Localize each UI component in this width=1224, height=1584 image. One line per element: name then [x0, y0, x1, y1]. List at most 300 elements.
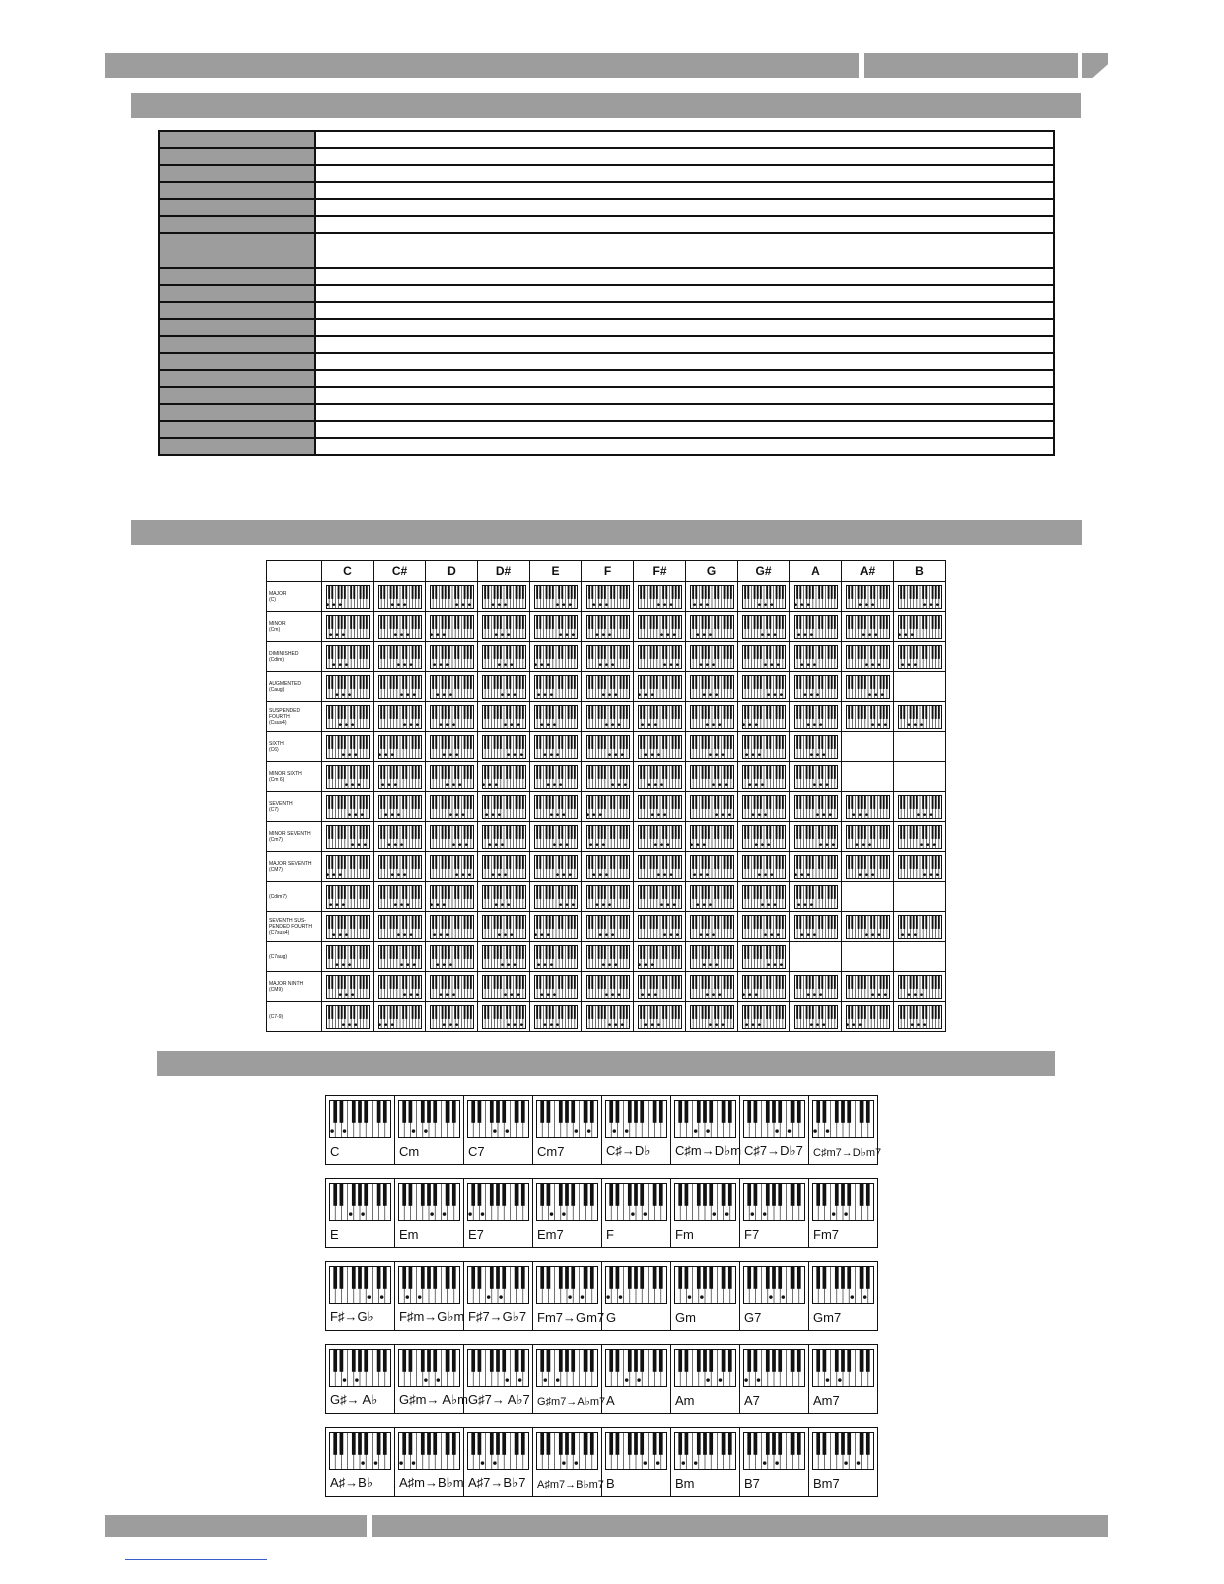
finger-dot	[858, 873, 861, 876]
black-key	[863, 645, 865, 659]
black-key	[395, 645, 397, 659]
black-key	[484, 795, 486, 809]
black-key	[857, 585, 859, 599]
black-key	[756, 705, 758, 719]
black-key	[365, 855, 367, 869]
finger-dot	[546, 723, 549, 726]
black-key	[805, 795, 807, 809]
black-key	[441, 855, 443, 869]
black-key	[649, 1005, 651, 1019]
finger-dot	[907, 663, 910, 666]
chord-cell	[842, 612, 894, 642]
finger-dot	[767, 633, 770, 636]
black-key	[756, 585, 758, 599]
black-key	[447, 1005, 449, 1019]
black-key	[885, 825, 887, 839]
black-key	[548, 975, 550, 989]
black-key	[613, 585, 615, 599]
chord-cell	[894, 852, 946, 882]
black-key	[925, 585, 927, 599]
black-key	[353, 945, 355, 959]
finger-dot	[433, 933, 436, 936]
finger-dot	[748, 723, 751, 726]
black-key	[649, 795, 651, 809]
chord-cell	[790, 822, 842, 852]
finger-dot	[397, 813, 400, 816]
finger-dot	[727, 813, 730, 816]
chord-keyboard	[326, 885, 370, 909]
black-key	[402, 1005, 404, 1019]
finger-dot	[819, 993, 822, 996]
black-key	[723, 975, 725, 989]
black-key	[830, 705, 832, 719]
black-key	[640, 795, 642, 809]
black-key	[496, 885, 498, 899]
finger-dot	[455, 603, 458, 606]
black-key	[671, 885, 673, 899]
black-key	[588, 645, 590, 659]
black-key	[643, 975, 645, 989]
black-key	[362, 1005, 364, 1019]
chord-cell	[738, 732, 790, 762]
finger-dot	[384, 813, 387, 816]
finger-dot	[660, 903, 663, 906]
black-key	[747, 1005, 749, 1019]
black-key	[756, 945, 758, 959]
black-key	[805, 645, 807, 659]
black-key	[405, 915, 407, 929]
black-key	[328, 795, 330, 809]
chord-row	[267, 972, 946, 1002]
black-key	[496, 675, 498, 689]
finger-dot	[803, 693, 806, 696]
black-key	[591, 1005, 593, 1019]
black-key	[383, 1005, 385, 1019]
black-key	[818, 735, 820, 749]
finger-dot	[663, 813, 666, 816]
finger-dot	[595, 633, 598, 636]
black-key	[619, 825, 621, 839]
chord-cell	[374, 762, 426, 792]
black-key	[729, 675, 731, 689]
chord-cell	[842, 642, 894, 672]
black-key	[444, 975, 446, 989]
black-key	[640, 1005, 642, 1019]
black-key	[411, 915, 413, 929]
finger-dot	[657, 813, 660, 816]
black-key	[662, 855, 664, 869]
chord-type-label: MINOR (Cm)	[267, 612, 322, 642]
black-key	[652, 915, 654, 929]
black-key	[695, 1005, 697, 1019]
chord-cell	[894, 732, 946, 762]
black-key	[665, 885, 667, 899]
black-key	[457, 705, 459, 719]
black-key	[417, 945, 419, 959]
finger-dot	[598, 603, 601, 606]
black-key	[811, 885, 813, 899]
black-key	[775, 825, 777, 839]
black-key	[707, 585, 709, 599]
black-key	[548, 585, 550, 599]
finger-dot	[403, 603, 406, 606]
finger-dot	[917, 813, 920, 816]
black-key	[640, 765, 642, 779]
chord-cell	[686, 882, 738, 912]
black-key	[833, 675, 835, 689]
black-key	[454, 885, 456, 899]
finger-dot	[913, 723, 916, 726]
black-key	[610, 975, 612, 989]
black-key	[573, 825, 575, 839]
chord-keyboard	[742, 945, 786, 969]
finger-dot	[657, 753, 660, 756]
black-key	[573, 675, 575, 689]
black-key	[704, 855, 706, 869]
black-key	[340, 765, 342, 779]
finger-dot	[770, 603, 773, 606]
chord-keyboard	[742, 705, 786, 729]
finger-dot	[332, 873, 335, 876]
finger-dot	[822, 813, 825, 816]
black-key	[717, 975, 719, 989]
black-key	[395, 615, 397, 629]
black-key	[915, 915, 917, 929]
black-key	[857, 975, 859, 989]
finger-dot	[764, 873, 767, 876]
black-key	[484, 585, 486, 599]
finger-dot	[913, 663, 916, 666]
black-key	[863, 615, 865, 629]
black-key	[359, 765, 361, 779]
finger-dot	[403, 723, 406, 726]
chord-type-label: MAJOR (C)	[267, 582, 322, 612]
black-key	[432, 765, 434, 779]
chord-cell	[686, 852, 738, 882]
finger-dot	[397, 873, 400, 876]
black-key	[600, 915, 602, 929]
black-key	[435, 885, 437, 899]
chord-cell	[842, 792, 894, 822]
finger-dot	[663, 603, 666, 606]
black-key	[506, 795, 508, 809]
black-key	[805, 975, 807, 989]
black-key	[466, 795, 468, 809]
finger-dot	[764, 933, 767, 936]
chord-cell	[374, 852, 426, 882]
finger-dot	[351, 843, 354, 846]
black-key	[909, 705, 911, 719]
black-key	[677, 1005, 679, 1019]
black-key	[704, 915, 706, 929]
black-key	[827, 885, 829, 899]
black-key	[799, 705, 801, 719]
black-key	[799, 615, 801, 629]
chord-keyboard	[430, 1005, 474, 1029]
finger-dot	[806, 663, 809, 666]
finger-dot	[556, 813, 559, 816]
black-key	[714, 855, 716, 869]
black-key	[591, 735, 593, 749]
chord-keyboard	[638, 855, 682, 879]
chord-keyboard	[638, 915, 682, 939]
black-key	[463, 975, 465, 989]
black-key	[857, 615, 859, 629]
chord-keyboard	[378, 825, 422, 849]
black-key	[353, 975, 355, 989]
chord-cell	[478, 612, 530, 642]
chord-keyboard	[794, 645, 838, 669]
black-key	[548, 795, 550, 809]
black-key	[402, 975, 404, 989]
chord-keyboard	[482, 1005, 526, 1029]
chord-cell	[478, 1002, 530, 1032]
finger-dot	[519, 1023, 522, 1026]
black-key	[383, 615, 385, 629]
finger-dot	[351, 993, 354, 996]
black-key	[830, 825, 832, 839]
black-key	[652, 825, 654, 839]
black-key	[506, 675, 508, 689]
spec-row	[159, 387, 1054, 404]
chord-cell	[634, 642, 686, 672]
black-key	[328, 945, 330, 959]
black-key	[625, 795, 627, 809]
black-key	[457, 885, 459, 899]
finger-dot	[923, 813, 926, 816]
chord-cell	[322, 582, 374, 612]
finger-dot	[816, 813, 819, 816]
finger-dot	[345, 663, 348, 666]
black-key	[570, 855, 572, 869]
chord-cell	[478, 582, 530, 612]
black-key	[665, 735, 667, 749]
black-key	[729, 765, 731, 779]
black-key	[882, 675, 884, 689]
finger-dot	[761, 783, 764, 786]
black-key	[692, 825, 694, 839]
black-key	[432, 825, 434, 839]
chord-keyboard	[430, 885, 474, 909]
black-key	[484, 765, 486, 779]
black-key	[766, 885, 768, 899]
black-key	[922, 915, 924, 929]
finger-dot	[354, 813, 357, 816]
finger-dot	[699, 603, 702, 606]
chord-keyboard	[690, 585, 734, 609]
black-key	[827, 705, 829, 719]
black-key	[717, 645, 719, 659]
spec-value	[315, 404, 1054, 421]
black-key	[915, 825, 917, 839]
black-key	[521, 945, 523, 959]
finger-dot	[335, 633, 338, 636]
black-key	[521, 795, 523, 809]
finger-dot	[553, 723, 556, 726]
black-key	[695, 915, 697, 929]
finger-dot	[767, 693, 770, 696]
finger-dot	[501, 903, 504, 906]
chord-cell	[478, 642, 530, 672]
spec-key	[159, 199, 315, 216]
chord-type-label: SEVENTH (C7)	[267, 792, 322, 822]
black-key	[600, 705, 602, 719]
black-key	[359, 675, 361, 689]
black-key	[515, 615, 517, 629]
black-key	[775, 885, 777, 899]
black-key	[432, 855, 434, 869]
black-key	[457, 675, 459, 689]
black-key	[610, 765, 612, 779]
chord-keyboard	[326, 765, 370, 789]
black-key	[726, 885, 728, 899]
finger-dot	[712, 723, 715, 726]
black-key	[729, 705, 731, 719]
chord-keyboard	[742, 795, 786, 819]
finger-dot	[595, 843, 598, 846]
finger-dot	[794, 603, 797, 606]
black-key	[380, 825, 382, 839]
black-key	[493, 675, 495, 689]
black-key	[454, 645, 456, 659]
black-key	[759, 735, 761, 749]
chord-keyboard	[326, 915, 370, 939]
finger-dot	[556, 753, 559, 756]
finger-dot	[764, 603, 767, 606]
chord-cell	[426, 582, 478, 612]
black-key	[521, 765, 523, 779]
black-key	[769, 585, 771, 599]
black-key	[539, 585, 541, 599]
black-key	[573, 795, 575, 809]
finger-dot	[800, 873, 803, 876]
black-key	[726, 855, 728, 869]
black-key	[655, 825, 657, 839]
finger-dot	[341, 693, 344, 696]
chord-keyboard	[846, 645, 890, 669]
finger-dot	[507, 903, 510, 906]
black-key	[818, 765, 820, 779]
black-key	[848, 645, 850, 659]
finger-dot	[406, 963, 409, 966]
chord-cell	[842, 672, 894, 702]
chord-keyboard	[794, 915, 838, 939]
chord-keyboard	[586, 945, 630, 969]
black-key	[536, 945, 538, 959]
black-key	[603, 645, 605, 659]
black-key	[573, 945, 575, 959]
black-key	[417, 975, 419, 989]
black-key	[487, 615, 489, 629]
finger-dot	[559, 783, 562, 786]
black-key	[811, 705, 813, 719]
black-key	[558, 585, 560, 599]
finger-dot	[390, 1023, 393, 1026]
black-key	[570, 825, 572, 839]
finger-dot	[699, 933, 702, 936]
chord-keyboard	[378, 585, 422, 609]
black-key	[701, 795, 703, 809]
black-key	[756, 825, 758, 839]
black-key	[518, 705, 520, 719]
black-key	[778, 675, 780, 689]
black-key	[588, 855, 590, 869]
black-key	[723, 855, 725, 869]
black-key	[515, 945, 517, 959]
black-key	[350, 765, 352, 779]
chord-cell	[686, 732, 738, 762]
black-key	[417, 795, 419, 809]
black-key	[487, 975, 489, 989]
finger-dot	[494, 903, 497, 906]
spec-key	[159, 336, 315, 353]
black-key	[729, 585, 731, 599]
black-key	[931, 915, 933, 929]
black-key	[766, 645, 768, 659]
black-key	[515, 885, 517, 899]
finger-dot	[546, 663, 549, 666]
chord-keyboard	[638, 975, 682, 999]
black-key	[922, 855, 924, 869]
black-key	[343, 615, 345, 629]
chord-keyboard	[898, 915, 942, 939]
finger-dot	[932, 843, 935, 846]
black-key	[808, 975, 810, 989]
black-key	[603, 585, 605, 599]
black-key	[677, 705, 679, 719]
black-key	[328, 615, 330, 629]
black-key	[885, 795, 887, 809]
finger-dot	[611, 993, 614, 996]
chord-cell	[426, 912, 478, 942]
black-key	[487, 915, 489, 929]
black-key	[860, 855, 862, 869]
black-key	[619, 855, 621, 869]
finger-dot	[800, 933, 803, 936]
black-key	[796, 585, 798, 599]
black-key	[570, 795, 572, 809]
chord-type-label: (C7-9)	[267, 1002, 322, 1032]
black-key	[729, 735, 731, 749]
black-key	[692, 795, 694, 809]
black-key	[570, 735, 572, 749]
black-key	[444, 645, 446, 659]
black-key	[753, 825, 755, 839]
finger-dot	[806, 873, 809, 876]
black-key	[811, 915, 813, 929]
chord-keyboard	[742, 825, 786, 849]
spec-row	[159, 182, 1054, 199]
black-key	[551, 945, 553, 959]
header-bar-right	[864, 53, 1078, 78]
black-key	[395, 765, 397, 779]
black-key	[444, 675, 446, 689]
finger-dot	[773, 963, 776, 966]
chord-keyboard	[690, 735, 734, 759]
black-key	[414, 945, 416, 959]
finger-dot	[822, 753, 825, 756]
spec-key	[159, 131, 315, 148]
black-key	[885, 975, 887, 989]
finger-dot	[449, 1023, 452, 1026]
black-key	[331, 945, 333, 959]
black-key	[343, 1005, 345, 1019]
chord-keyboard	[482, 735, 526, 759]
black-key	[493, 825, 495, 839]
black-key	[570, 1005, 572, 1019]
chord-keyboard	[586, 915, 630, 939]
finger-dot	[754, 783, 757, 786]
